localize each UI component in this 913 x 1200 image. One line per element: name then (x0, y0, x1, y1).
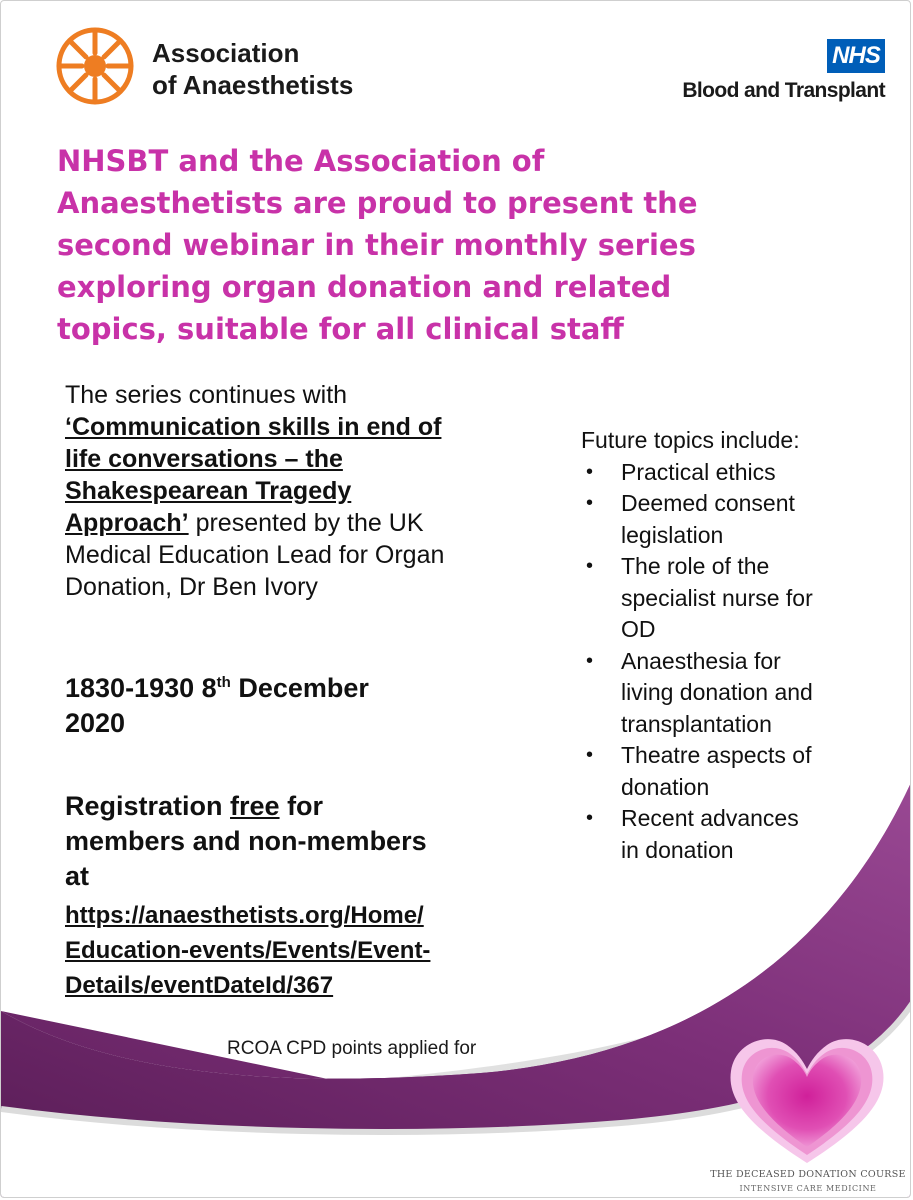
presenter-text: Donation, Dr Ben Ivory (65, 573, 318, 601)
aoa-logo (49, 23, 389, 109)
webinar-title-line: life conversations – the (65, 445, 343, 473)
aoa-logo-line1: Association (152, 38, 300, 68)
presenter-text: Medical Education Lead for Organ (65, 541, 445, 569)
event-time: 1830-1930 8 (65, 673, 217, 703)
nhs-logo (682, 39, 885, 119)
headline (57, 140, 757, 350)
headline-line: Anaesthetists are proud to present the (57, 186, 698, 220)
presenter-text: presented by the UK (188, 509, 424, 537)
event-date-ordinal: th (216, 674, 231, 691)
registration-free: free (230, 791, 280, 821)
topic-text: Theatre aspects of (621, 742, 812, 768)
registration-link[interactable] (65, 898, 545, 1003)
intro-paragraph (65, 379, 545, 603)
future-topics-title: Future topics include: (581, 427, 800, 453)
topic-text: The role of the (621, 553, 770, 579)
registration-url-line[interactable]: https://anaesthetists.org/Home/ (65, 902, 424, 929)
aoa-star-icon (49, 23, 141, 109)
event-month: December (230, 673, 369, 703)
topic-text: legislation (621, 521, 724, 548)
topic-text: OD (621, 616, 656, 642)
topic-text: transplantation (621, 710, 772, 737)
cpd-note: RCOA CPD points applied for (227, 1038, 477, 1059)
topic-text: Recent advances (621, 805, 799, 831)
headline-line: second webinar in their monthly series (57, 228, 696, 262)
list-item (584, 803, 884, 866)
registration-url-line[interactable]: Education-events/Events/Event- (65, 937, 431, 964)
nhs-badge-text: NHS (832, 42, 880, 69)
topic-text: Anaesthesia for (621, 647, 781, 674)
topic-text: specialist nurse for (621, 584, 813, 611)
list-item (584, 488, 884, 551)
registration-at: at (65, 861, 90, 891)
headline-line: NHSBT and the Association of (57, 144, 545, 178)
event-year: 2020 (65, 708, 126, 738)
webinar-title-line: Approach’ (65, 509, 189, 537)
topic-text: Practical ethics (621, 458, 776, 485)
nhs-badge (827, 39, 885, 73)
event-date (65, 671, 505, 741)
aoa-logo-line2: of Anaesthetists (152, 70, 354, 100)
headline-line: topics, suitable for all clinical staff (57, 312, 624, 346)
registration-url-line[interactable]: Details/eventDateId/367 (65, 972, 334, 999)
list-item (584, 646, 884, 741)
webinar-details (65, 379, 545, 603)
headline-line: exploring organ donation and related (57, 270, 672, 304)
future-topics-list (584, 457, 884, 867)
topic-text: donation (621, 773, 710, 800)
list-item (584, 740, 884, 803)
list-item (584, 551, 884, 646)
topic-text: in donation (621, 836, 734, 863)
registration-word: Registration (65, 791, 231, 821)
webinar-title-line: Shakespearean Tragedy (65, 477, 352, 505)
list-item (584, 457, 884, 489)
registration-info (65, 789, 535, 894)
registration-audience: members and non-members (65, 826, 427, 856)
nhs-subtitle: Blood and Transplant (682, 79, 885, 102)
future-topics (581, 425, 884, 866)
intro-lead: The series continues with (65, 381, 348, 409)
registration-rest: for (279, 791, 324, 821)
webinar-title-line: ‘Communication skills in end of (65, 413, 442, 441)
topic-text: living donation and (621, 679, 813, 705)
ddc-logo-subtitle: INTENSIVE CARE MEDICINE (739, 1184, 877, 1193)
ddc-logo-title: THE DECEASED DONATION COURSE (710, 1169, 906, 1180)
topic-text: Deemed consent (621, 490, 795, 516)
